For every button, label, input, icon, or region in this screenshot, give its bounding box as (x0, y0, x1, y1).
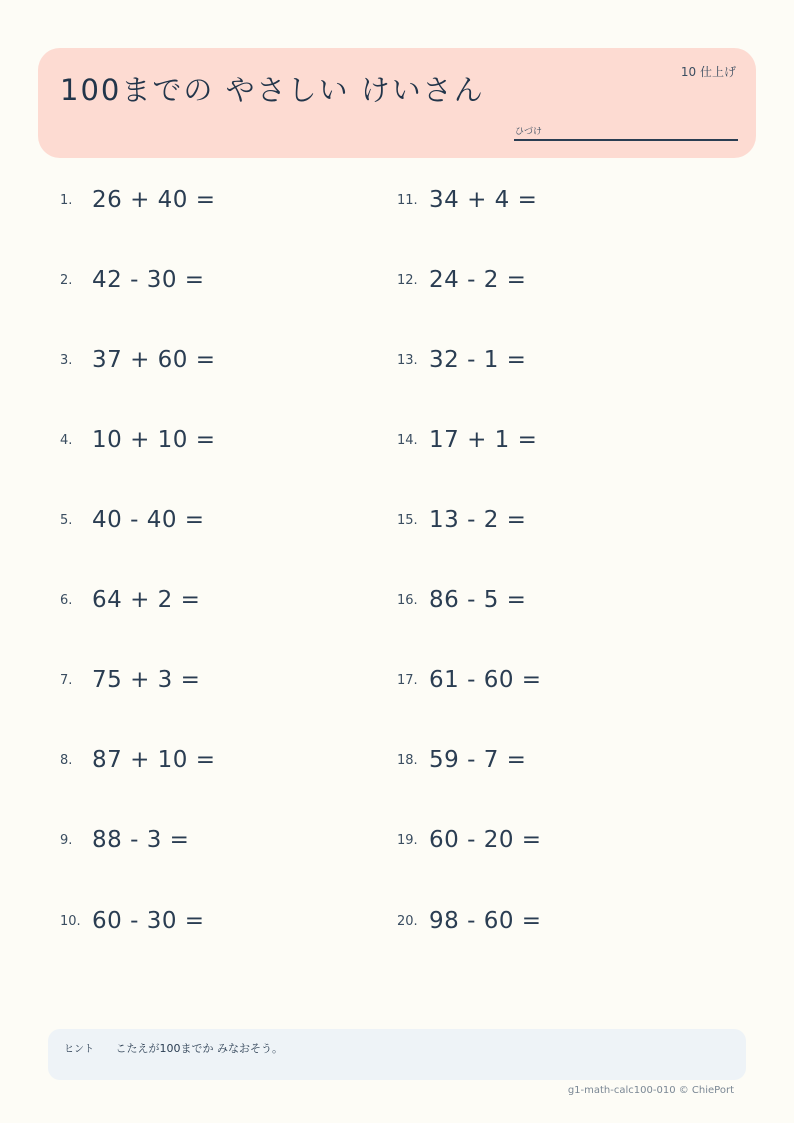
problem-item (60, 570, 200, 630)
problem-expression: 24 - 2 = (429, 267, 527, 293)
problem-number: 18. (397, 752, 418, 768)
hint-box (48, 1029, 746, 1080)
hint-label: ヒント (64, 1044, 94, 1055)
problem-expression: 86 - 5 = (429, 587, 527, 613)
problem-number: 6. (60, 592, 73, 608)
problem-item (397, 250, 526, 310)
problem-item (60, 410, 216, 470)
problem-number: 19. (397, 832, 418, 848)
problem-item (60, 810, 189, 870)
problem-item (60, 170, 216, 230)
problem-item (60, 650, 200, 710)
problem-expression: 42 - 30 = (92, 267, 205, 293)
problem-number: 14. (397, 432, 418, 448)
problem-expression: 34 + 4 = (429, 187, 538, 213)
problem-number: 12. (397, 272, 418, 288)
problem-expression: 61 - 60 = (429, 667, 542, 693)
problem-expression: 26 + 40 = (92, 187, 216, 213)
header-banner (38, 48, 756, 158)
problem-item (397, 170, 537, 230)
hint-text: こたえが100までか みなおそう。 (115, 1042, 283, 1055)
problem-number: 2. (60, 272, 73, 288)
hint-line (64, 1040, 283, 1056)
problem-number: 13. (397, 352, 418, 368)
problem-number: 4. (60, 432, 73, 448)
problem-expression: 60 - 30 = (92, 908, 205, 934)
footer-credit: g1-math-calc100-010 © ChiePort (567, 1085, 734, 1096)
page-title: 100までの やさしい けいさん (60, 73, 485, 107)
problem-number: 7. (60, 672, 73, 688)
problem-expression: 98 - 60 = (429, 908, 542, 934)
problem-number: 9. (60, 832, 73, 848)
problem-item (60, 490, 205, 550)
problem-number: 8. (60, 752, 73, 768)
problem-item (397, 730, 526, 790)
problem-expression: 17 + 1 = (429, 427, 538, 453)
problem-number: 20. (397, 913, 418, 929)
problem-number: 15. (397, 512, 418, 528)
problem-expression: 60 - 20 = (429, 827, 542, 853)
problem-number: 5. (60, 512, 73, 528)
problem-item (397, 810, 542, 870)
date-label: ひづけ (515, 127, 543, 137)
problem-item (397, 410, 537, 470)
problem-expression: 75 + 3 = (92, 667, 201, 693)
problem-expression: 59 - 7 = (429, 747, 527, 773)
date-input-line[interactable] (514, 139, 738, 141)
problem-expression: 32 - 1 = (429, 347, 527, 373)
problem-item (60, 250, 205, 310)
problem-number: 10. (60, 913, 81, 929)
problem-item (397, 891, 542, 951)
problem-item (397, 650, 542, 710)
problem-expression: 40 - 40 = (92, 507, 205, 533)
problem-expression: 64 + 2 = (92, 587, 201, 613)
problem-expression: 37 + 60 = (92, 347, 216, 373)
problem-item (60, 730, 216, 790)
problem-expression: 88 - 3 = (92, 827, 190, 853)
problem-item (397, 570, 526, 630)
problem-number: 1. (60, 192, 73, 208)
problem-number: 3. (60, 352, 73, 368)
problem-expression: 13 - 2 = (429, 507, 527, 533)
problem-item (60, 330, 216, 390)
problem-number: 11. (397, 192, 418, 208)
problem-item (397, 330, 526, 390)
edition-label: 10 仕上げ (680, 65, 736, 79)
problem-number: 16. (397, 592, 418, 608)
problem-expression: 10 + 10 = (92, 427, 216, 453)
problem-item (397, 490, 526, 550)
problem-number: 17. (397, 672, 418, 688)
problem-expression: 87 + 10 = (92, 747, 216, 773)
problem-item (60, 891, 205, 951)
